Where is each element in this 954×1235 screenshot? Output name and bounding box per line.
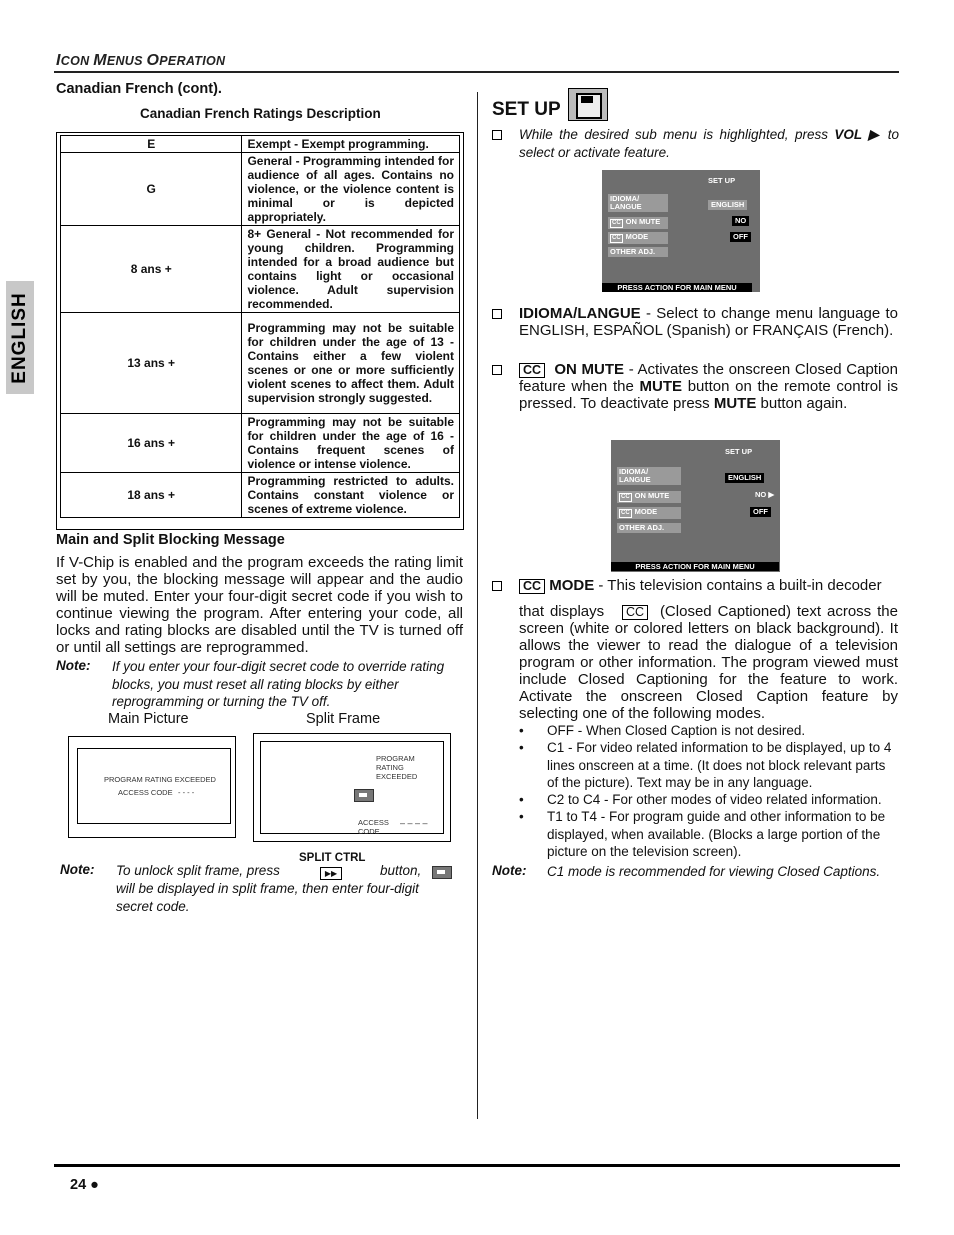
- menu-item-other: OTHER ADJ.: [608, 247, 668, 257]
- on-mute-description: CC ON MUTE - Activates the onscreen Closed Caption feature when the MUTE button on the remote control is pressed. To deactivate press MUTE button again.: [519, 361, 898, 412]
- split-divider: [351, 742, 352, 833]
- access-code-value: – – – –: [400, 818, 428, 828]
- menu-item-other: OTHER ADJ.: [617, 523, 681, 533]
- bullet: [492, 130, 502, 140]
- setup-title: SET UP: [492, 99, 561, 120]
- language-tab: ENGLISH: [6, 281, 34, 394]
- table-row: [61, 136, 460, 153]
- rating-cell: G: [61, 153, 242, 226]
- split-ctrl-button-icon: ▶▶: [320, 867, 342, 880]
- bullet: [492, 581, 502, 591]
- mode-list: [519, 722, 898, 860]
- menu-item-on-mute: CC ON MUTE: [617, 491, 681, 503]
- rating-cell: E: [61, 136, 242, 153]
- note-text: C1 mode is recommended for viewing Closed Captions.: [547, 864, 881, 879]
- header-rule: [54, 71, 899, 73]
- desc-cell: Programming restricted to adults. Contains constant violence or scenes of extreme violence.: [242, 473, 460, 518]
- menu-value: NO: [732, 216, 749, 226]
- menu-item-mode: CC MODE: [617, 507, 681, 519]
- setup-icon: [568, 88, 608, 121]
- hand-icon: [354, 789, 374, 802]
- table-row: [61, 226, 460, 313]
- table-row: [61, 313, 460, 414]
- split-frame-screen: [253, 733, 451, 842]
- ratings-table: [60, 135, 460, 518]
- page-number: 24 ●: [70, 1177, 99, 1193]
- rating-cell: 13 ans +: [61, 313, 242, 414]
- desc-cell: Exempt - Exempt programming.: [242, 136, 460, 153]
- access-label: ACCESS: [358, 818, 389, 827]
- rating-cell: 16 ans +: [61, 414, 242, 473]
- blocking-paragraph: If V-Chip is enabled and the program exceeds the rating limit set by you, the blocking message will appear and the audio will be muted. Enter your four-digit secret code if you wish to continue viewing the program. After entering your code, all locks and rating blocks are disabled until the TV is turned off or until all settings are reprogrammed.: [56, 554, 463, 656]
- desc-cell: Programming may not be suitable for children under the age of 13 - Contains either a few violent scenes or one or more sufficiently violent scenes to affect them. Adult supervision strongly suggested.: [242, 313, 460, 414]
- access-code-value: - - - -: [178, 788, 195, 797]
- blocking-message-line: EXCEEDED: [376, 772, 418, 781]
- note-label: Note:: [56, 658, 91, 673]
- desc-cell: General - Programming intended for audience of all ages. Contains no violence, or the violence content is minimal or is depicted appropriately.: [242, 153, 460, 226]
- list-item: • OFF - When Closed Caption is not desired.: [519, 722, 898, 739]
- menu-item-idioma: IDIOMA/ LANGUE: [617, 467, 681, 485]
- table-row: [61, 153, 460, 226]
- menu-value: OFF: [730, 232, 751, 242]
- bullet: [492, 365, 502, 375]
- list-item: • C2 to C4 - For other modes of video related information.: [519, 791, 898, 808]
- idioma-description: IDIOMA/LANGUE - Select to change menu language to ENGLISH, ESPAÑOL (Spanish) or FRANÇAIS (French).: [519, 305, 898, 339]
- table-row: [61, 473, 460, 518]
- setup-intro: While the desired sub menu is highlighted, press VOL ▶ to select or activate feature.: [519, 127, 899, 160]
- rating-cell: 18 ans +: [61, 473, 242, 518]
- blocking-message-line: RATING: [376, 763, 404, 772]
- blocking-message-line: PROGRAM: [376, 754, 415, 763]
- access-label: CODE: [358, 827, 380, 836]
- desc-cell: Programming may not be suitable for children under the age of 16 - Contains frequent scenes of violence or intense violence.: [242, 414, 460, 473]
- mode-heading: CC MODE - This television contains a built-in decoder: [519, 577, 898, 594]
- setup-menu-screen: [602, 170, 760, 292]
- menu-item-idioma: IDIOMA/ LANGUE: [608, 194, 668, 212]
- note-text: will be displayed in split frame, then enter four-digit secret code.: [116, 881, 419, 914]
- main-picture-inner: [77, 748, 231, 824]
- menu-title: SET UP: [708, 176, 736, 185]
- footer-rule: [54, 1164, 900, 1167]
- desc-cell: 8+ General - Not recommended for young children. Programming intended for a broad audience but contains light or occasional violence. Adult supervision recommended.: [242, 226, 460, 313]
- main-picture-screen: [68, 736, 236, 838]
- menu-value: ENGLISH: [708, 200, 747, 210]
- menu-footer-bar: PRESS ACTION FOR MAIN MENU: [602, 283, 752, 292]
- menu-footer-bar: PRESS ACTION FOR MAIN MENU: [611, 562, 779, 571]
- access-code-label: ACCESS CODE: [118, 788, 173, 797]
- bullet: [492, 309, 502, 319]
- table-row: [61, 414, 460, 473]
- column-divider: [477, 92, 478, 1119]
- note-text: To unlock split frame, press: [116, 863, 280, 878]
- ratings-table-frame: [56, 132, 464, 530]
- section-title: Canadian French (cont).: [56, 81, 222, 97]
- rating-cell: 8 ans +: [61, 226, 242, 313]
- split-ctrl-label: SPLIT CTRL: [299, 852, 366, 864]
- menu-item-mode: CC MODE: [608, 232, 668, 244]
- list-item: • T1 to T4 - For program guide and other information to be displayed, when available. (Blocks a large portion of the picture on the television screen).: [519, 808, 898, 860]
- blocking-title: Main and Split Blocking Message: [56, 532, 285, 548]
- menu-value: OFF: [750, 507, 771, 517]
- note-label: Note:: [60, 862, 95, 877]
- table-title: Canadian French Ratings Description: [140, 106, 381, 121]
- menu-title: SET UP: [725, 447, 753, 456]
- page-header: ICON MENUS OPERATION: [56, 52, 226, 69]
- note-label: Note:: [492, 863, 527, 878]
- split-frame-label: Split Frame: [306, 711, 381, 727]
- menu-item-on-mute: CC ON MUTE: [608, 217, 668, 229]
- note-text: If you enter your four-digit secret code to override rating blocks, you must reset all rating blocks by either reprogramming or turning the TV off.: [112, 659, 445, 709]
- blocking-message: PROGRAM RATING EXCEEDED: [104, 775, 216, 784]
- note-text: button,: [380, 863, 422, 878]
- list-item: • C1 - For video related information to be displayed, up to 4 lines onscreen at a time. (It does not block relevant parts of the picture). Text may be in any language.: [519, 739, 898, 791]
- menu-value: ENGLISH: [725, 473, 764, 483]
- mode-description: that displays CC (Closed Captioned) text across the screen (white or colored letters on black background). It allows the viewer to read the dialogue of a television program or other information. The program viewed must include Closed Captioning for the feature to work. Activate the onscreen Closed Caption feature by selecting one of the following modes.: [519, 603, 898, 722]
- menu-value: NO ▶: [755, 490, 775, 499]
- main-picture-label: Main Picture: [108, 711, 189, 727]
- hand-icon: [432, 866, 452, 879]
- split-frame-inner: [260, 741, 444, 834]
- setup-menu-screen: [611, 440, 780, 572]
